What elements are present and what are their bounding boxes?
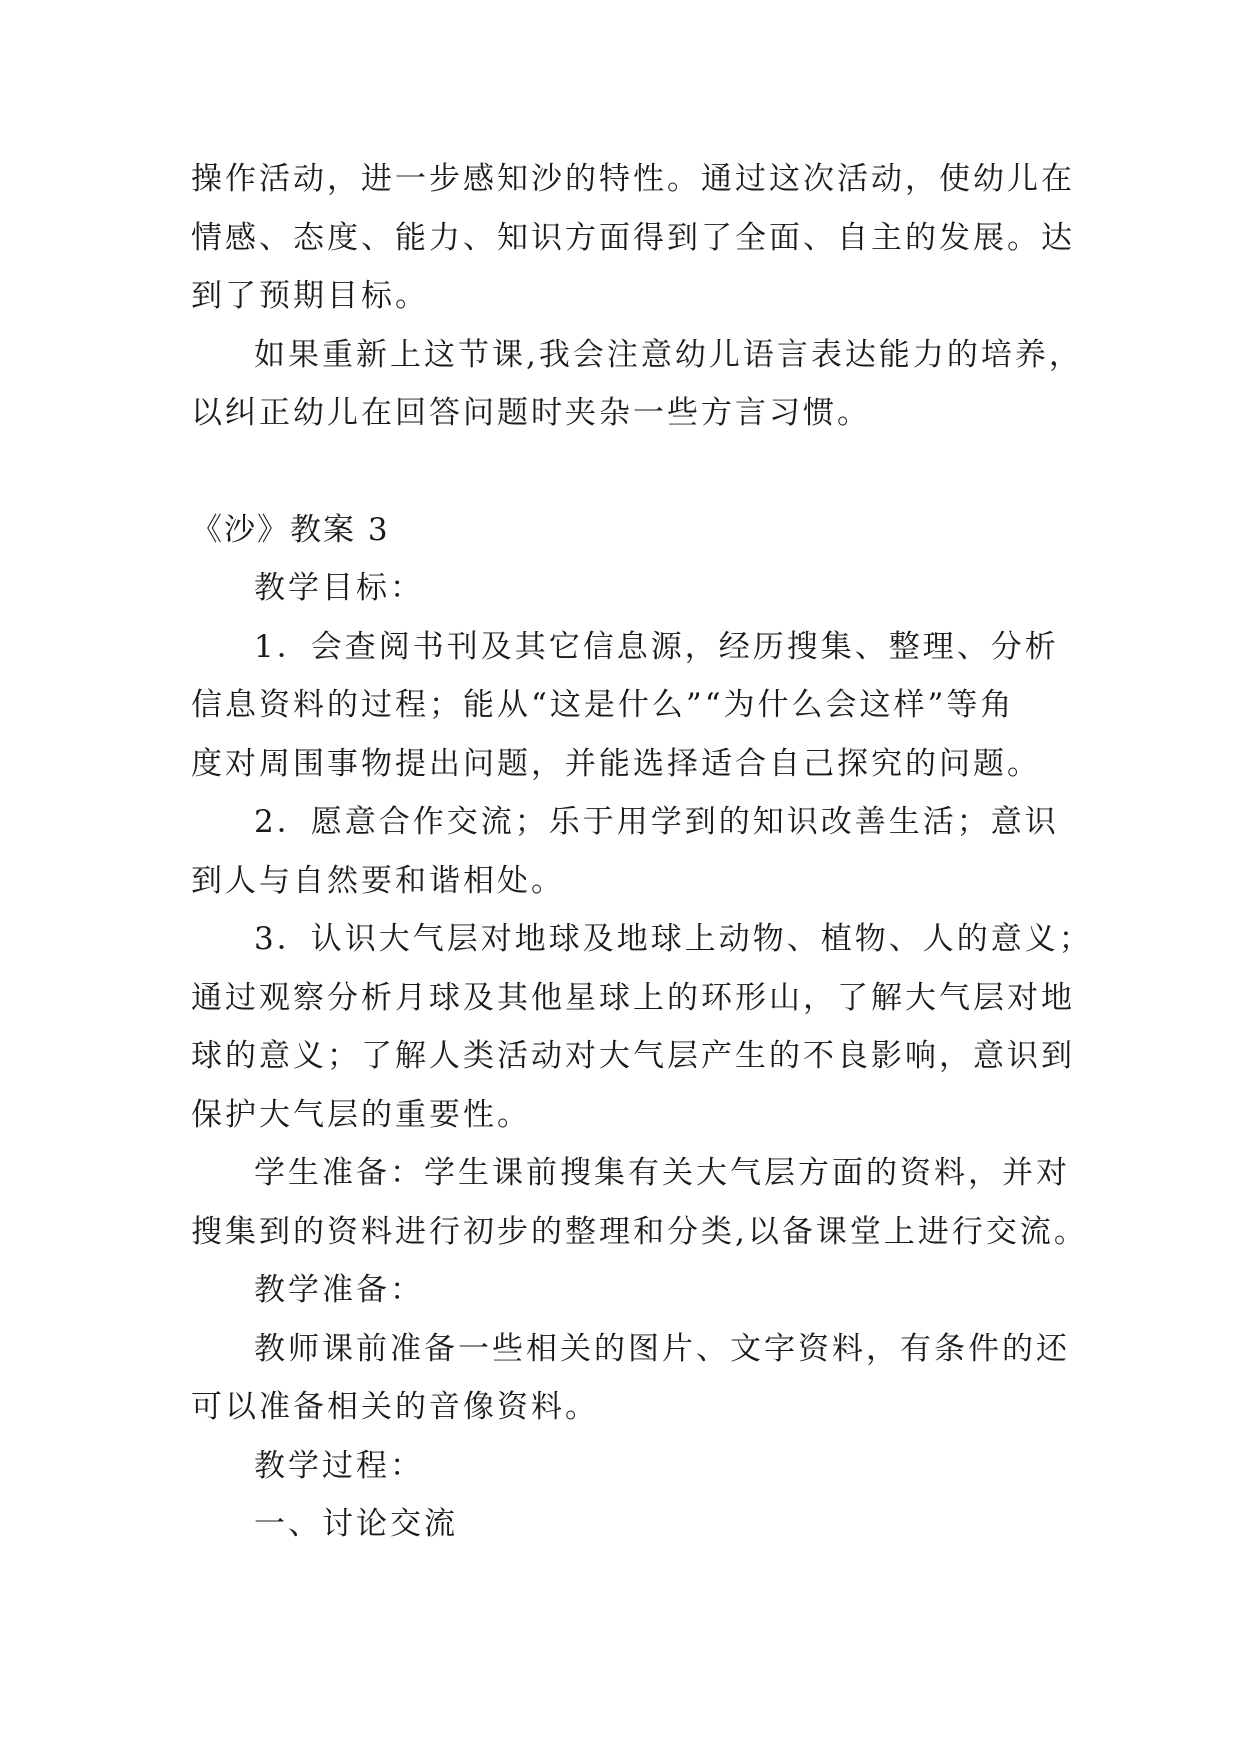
lesson-title: 《沙》教案 3: [191, 511, 390, 548]
paragraph-teaching-prep: [191, 1320, 1070, 1437]
text-line: 通过观察分析月球及其他星球上的环形山，了解大气层对地: [191, 979, 1075, 1016]
text-line: 度对周围事物提出问题，并能选择适合自己探究的问题。: [191, 745, 1041, 782]
text-line: 情感、态度、能力、知识方面得到了全面、自主的发展。达: [191, 219, 1075, 256]
text-line: 2．愿意合作交流；乐于用学到的知识改善生活；意识: [254, 804, 1059, 840]
paragraph-activity-summary: [191, 150, 1075, 326]
step-1-heading: 一、讨论交流: [254, 1506, 458, 1542]
text-line: 到人与自然要和谐相处。: [191, 862, 565, 899]
paragraph-goal-2: [191, 793, 1059, 910]
text-line: 以纠正幼儿在回答问题时夹杂一些方言习惯。: [191, 395, 871, 431]
text-line: 学生准备：学生课前搜集有关大气层方面的资料，并对: [254, 1155, 1070, 1191]
text-line: 如果重新上这节课,我会注意幼儿语言表达能力的培养，: [254, 336, 1083, 373]
text-line: 1．会查阅书刊及其它信息源，经历搜集、整理、分析: [254, 628, 1059, 665]
text-line: 到了预期目标。: [191, 278, 429, 314]
goals-heading: 教学目标：: [254, 570, 424, 606]
text-line: 信息资料的过程；能从“这是什么”“为什么会这样”等角: [191, 687, 1015, 723]
section-spacer: [191, 443, 1051, 501]
text-line: 球的意义；了解人类活动对大气层产生的不良影响，意识到: [191, 1038, 1075, 1074]
paragraph-goal-3: [191, 910, 1093, 1144]
document-page: [191, 150, 1093, 1554]
text-line: 搜集到的资料进行初步的整理和分类,以备课堂上进行交流。: [191, 1213, 1088, 1250]
process-heading: 教学过程：: [254, 1447, 424, 1484]
paragraph-reflection: [191, 326, 1083, 443]
text-line: 教师课前准备一些相关的图片、文字资料，有条件的还: [254, 1330, 1070, 1367]
text-line: 保护大气层的重要性。: [191, 1096, 531, 1133]
paragraph-goal-1: [191, 618, 1059, 794]
text-line: 可以准备相关的音像资料。: [191, 1389, 599, 1425]
teaching-prep-heading: 教学准备：: [254, 1272, 424, 1308]
paragraph-student-prep: [191, 1144, 1088, 1261]
text-line: 操作活动，进一步感知沙的特性。通过这次活动，使幼儿在: [191, 161, 1075, 197]
text-line: 3．认识大气层对地球及地球上动物、植物、人的意义；: [254, 921, 1093, 957]
